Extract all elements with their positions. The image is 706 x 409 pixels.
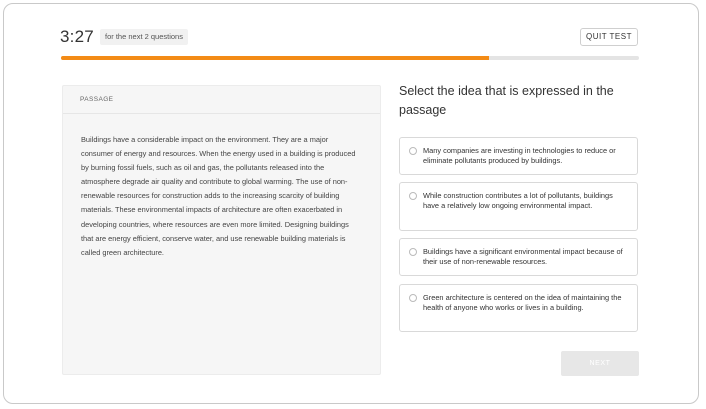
radio-icon[interactable] [409, 147, 417, 155]
answer-option-text: While construction contributes a lot of pollutants, buildings have a relatively low ongoing environmental impact. [423, 191, 613, 210]
next-button[interactable]: NEXT [561, 351, 639, 376]
passage-text: Buildings have a considerable impact on the environment. They are a major consumer of energy and resources. When the energy used in a building is produced by burning fossil fuels, such as oil and gas, the pollutants released into the atmosphere degrade air quality and contribute to global warming. The use of non-renewable resources for construction adds to the increasing scarcity of building materials. These environmental impacts of architecture are often exacerbated in developing countries, where resources are even more limited. Designing buildings that are energy efficient, conserve water, and use renewable building materials is called green architecture. [81, 135, 356, 257]
radio-icon[interactable] [409, 248, 417, 256]
quit-test-button[interactable]: QUIT TEST [580, 28, 638, 46]
answer-option-3[interactable] [399, 238, 638, 276]
question-prompt: Select the idea that is expressed in the passage [399, 84, 614, 117]
answer-option-text: Many companies are investing in technologies to reduce or eliminate pollutants produced by buildings. [423, 146, 616, 165]
answer-option-text: Buildings have a significant environmental impact because of their use of non-renewable resources. [423, 247, 623, 266]
passage-label: PASSAGE [63, 86, 380, 114]
progress-bar [61, 56, 639, 60]
radio-icon[interactable] [409, 192, 417, 200]
answer-option-2[interactable] [399, 182, 638, 231]
countdown-timer: 3:27 [60, 27, 94, 46]
answer-option-1[interactable] [399, 137, 638, 175]
timer-note: for the next 2 questions [100, 29, 188, 45]
progress-bar-fill [61, 56, 489, 60]
passage-panel [62, 85, 381, 375]
radio-icon[interactable] [409, 294, 417, 302]
answer-option-4[interactable] [399, 284, 638, 332]
answer-option-text: Green architecture is centered on the idea of maintaining the health of anyone who works or lives in a building. [423, 293, 622, 312]
